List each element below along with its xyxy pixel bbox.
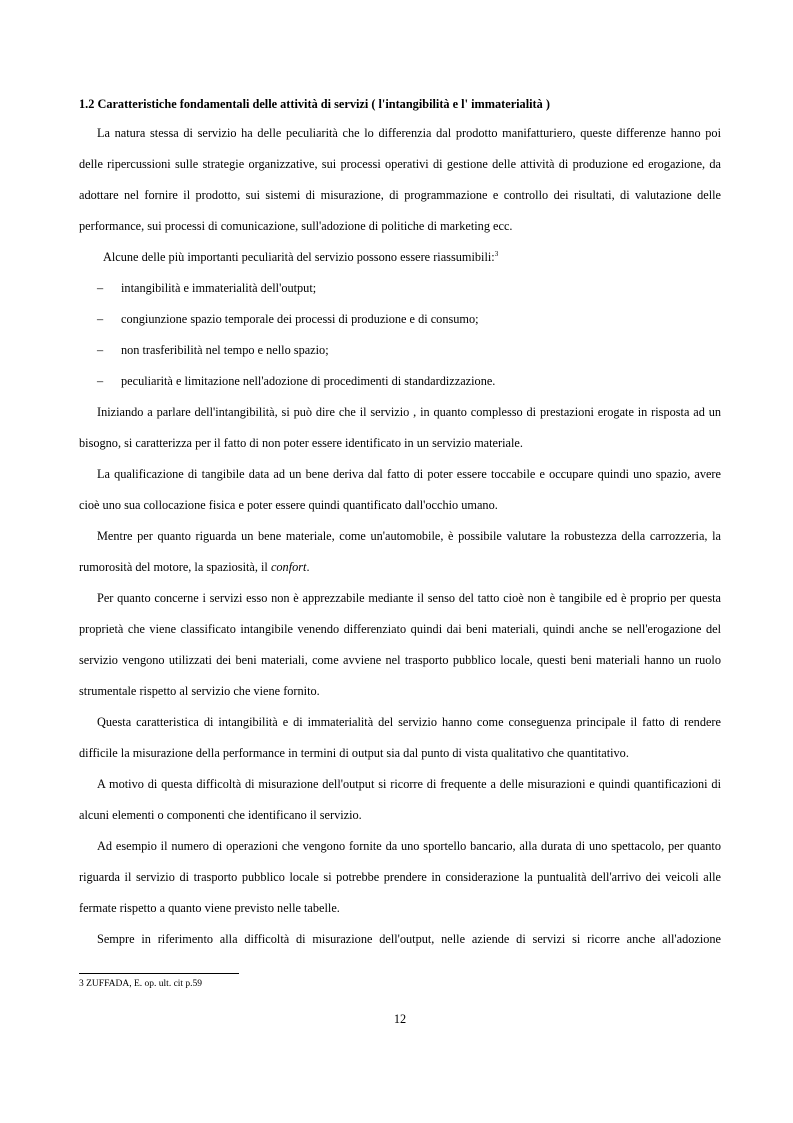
list-intro-text: Alcune delle più importanti peculiarità del servizio possono essere riassumibili: [103, 250, 495, 264]
paragraph-4-italic: confort [270, 560, 307, 574]
list-item-text: non trasferibilità nel tempo e nello spazio; [121, 343, 329, 357]
page-number: 12 [393, 1012, 407, 1026]
paragraph-3: La qualificazione di tangibile data ad un bene deriva dal fatto di poter essere toccabile e occupare quindi uno spazio, avere cioè uno sua collocazione fisica e poter essere quindi quantificato dall'occhio umano. [79, 467, 721, 512]
paragraph-1: La natura stessa di servizio ha delle peculiarità che lo differenzia dal prodotto manifatturiero, queste differenze hanno poi delle ripercussioni sulle strategie organizzative, sui processi operativi di gestione delle attività di produzione ed erogazione, da adottare nel fornire il prodotto, sui sistemi di misurazione, di programmazione e controllo dei risultati, di valutazione delle performance, sui processi di comunicazione, sull'adozione di politiche di marketing ecc. [79, 126, 721, 233]
paragraph-4-text: Mentre per quanto riguarda un bene materiale, come un'automobile, è possibile valutare la robustezza della carrozzeria, la rumorosità del motore, la spaziosità, il [79, 529, 721, 574]
paragraph-6: Questa caratteristica di intangibilità e di immaterialità del servizio hanno come conseguenza principale il fatto di rendere difficile la misurazione della performance in termini di output sia dal punto di vista qualitativo che quantitativo. [79, 715, 721, 760]
footnote: 3 ZUFFADA, E. op. ult. cit p.59 [79, 979, 203, 989]
list-dash: – [97, 374, 104, 388]
paragraph-2: Iniziando a parlare dell'intangibilità, si può dire che il servizio , in quanto complesso di prestazioni erogate in risposta ad un bisogno, si caratterizza per il fatto di non poter essere identificato in un servizio materiale. [79, 405, 721, 450]
peculiarity-list [79, 273, 721, 397]
list-item [79, 304, 721, 335]
paragraph-4-end: . [306, 560, 310, 574]
list-item-text: intangibilità e immaterialità dell'output; [121, 281, 317, 295]
list-item-text: congiunzione spazio temporale dei processi di produzione e di consumo; [121, 312, 479, 326]
paragraph-4 [79, 521, 721, 583]
section-heading: 1.2 Caratteristiche fondamentali delle attività di servizi ( l'intangibilità e l' immaterialità ) [79, 97, 550, 111]
document-page [79, 0, 721, 1123]
body-text [79, 118, 721, 955]
list-item [79, 366, 721, 397]
list-intro [79, 242, 721, 273]
footnote-separator [79, 973, 239, 974]
paragraph-7: A motivo di questa difficoltà di misurazione dell'output si ricorre di frequente a delle misurazioni e quindi quantificazioni di alcuni elementi o componenti che identificano il servizio. [79, 777, 721, 822]
list-dash: – [97, 281, 104, 295]
list-dash: – [97, 343, 104, 357]
list-item [79, 273, 721, 304]
paragraph-9: Sempre in riferimento alla difficoltà di misurazione dell'output, nelle aziende di servizi si ricorre anche all'adozione [97, 932, 721, 946]
paragraph-5: Per quanto concerne i servizi esso non è apprezzabile mediante il senso del tatto cioè non è tangibile ed è proprio per questa proprietà che viene classificato intangibile venendo differenziato quindi dai beni materiali, quindi anche se nell'erogazione del servizio vengono utilizzati dei beni materiali, come avviene nel trasporto pubblico locale, questi beni materiali hanno un ruolo strumentale rispetto al servizio che viene fornito. [79, 591, 721, 698]
list-item-text: peculiarità e limitazione nell'adozione di procedimenti di standardizzazione. [121, 374, 496, 388]
list-item [79, 335, 721, 366]
paragraph-8: Ad esempio il numero di operazioni che vengono fornite da uno sportello bancario, alla durata di uno spettacolo, per quanto riguarda il servizio di trasporto pubblico locale si potrebbe prendere in considerazione la puntualità dell'arrivo dei veicoli alle fermate rispetto a quanto viene previsto nelle tabelle. [79, 839, 721, 915]
list-dash: – [97, 312, 104, 326]
footnote-ref: 3 [494, 250, 499, 258]
